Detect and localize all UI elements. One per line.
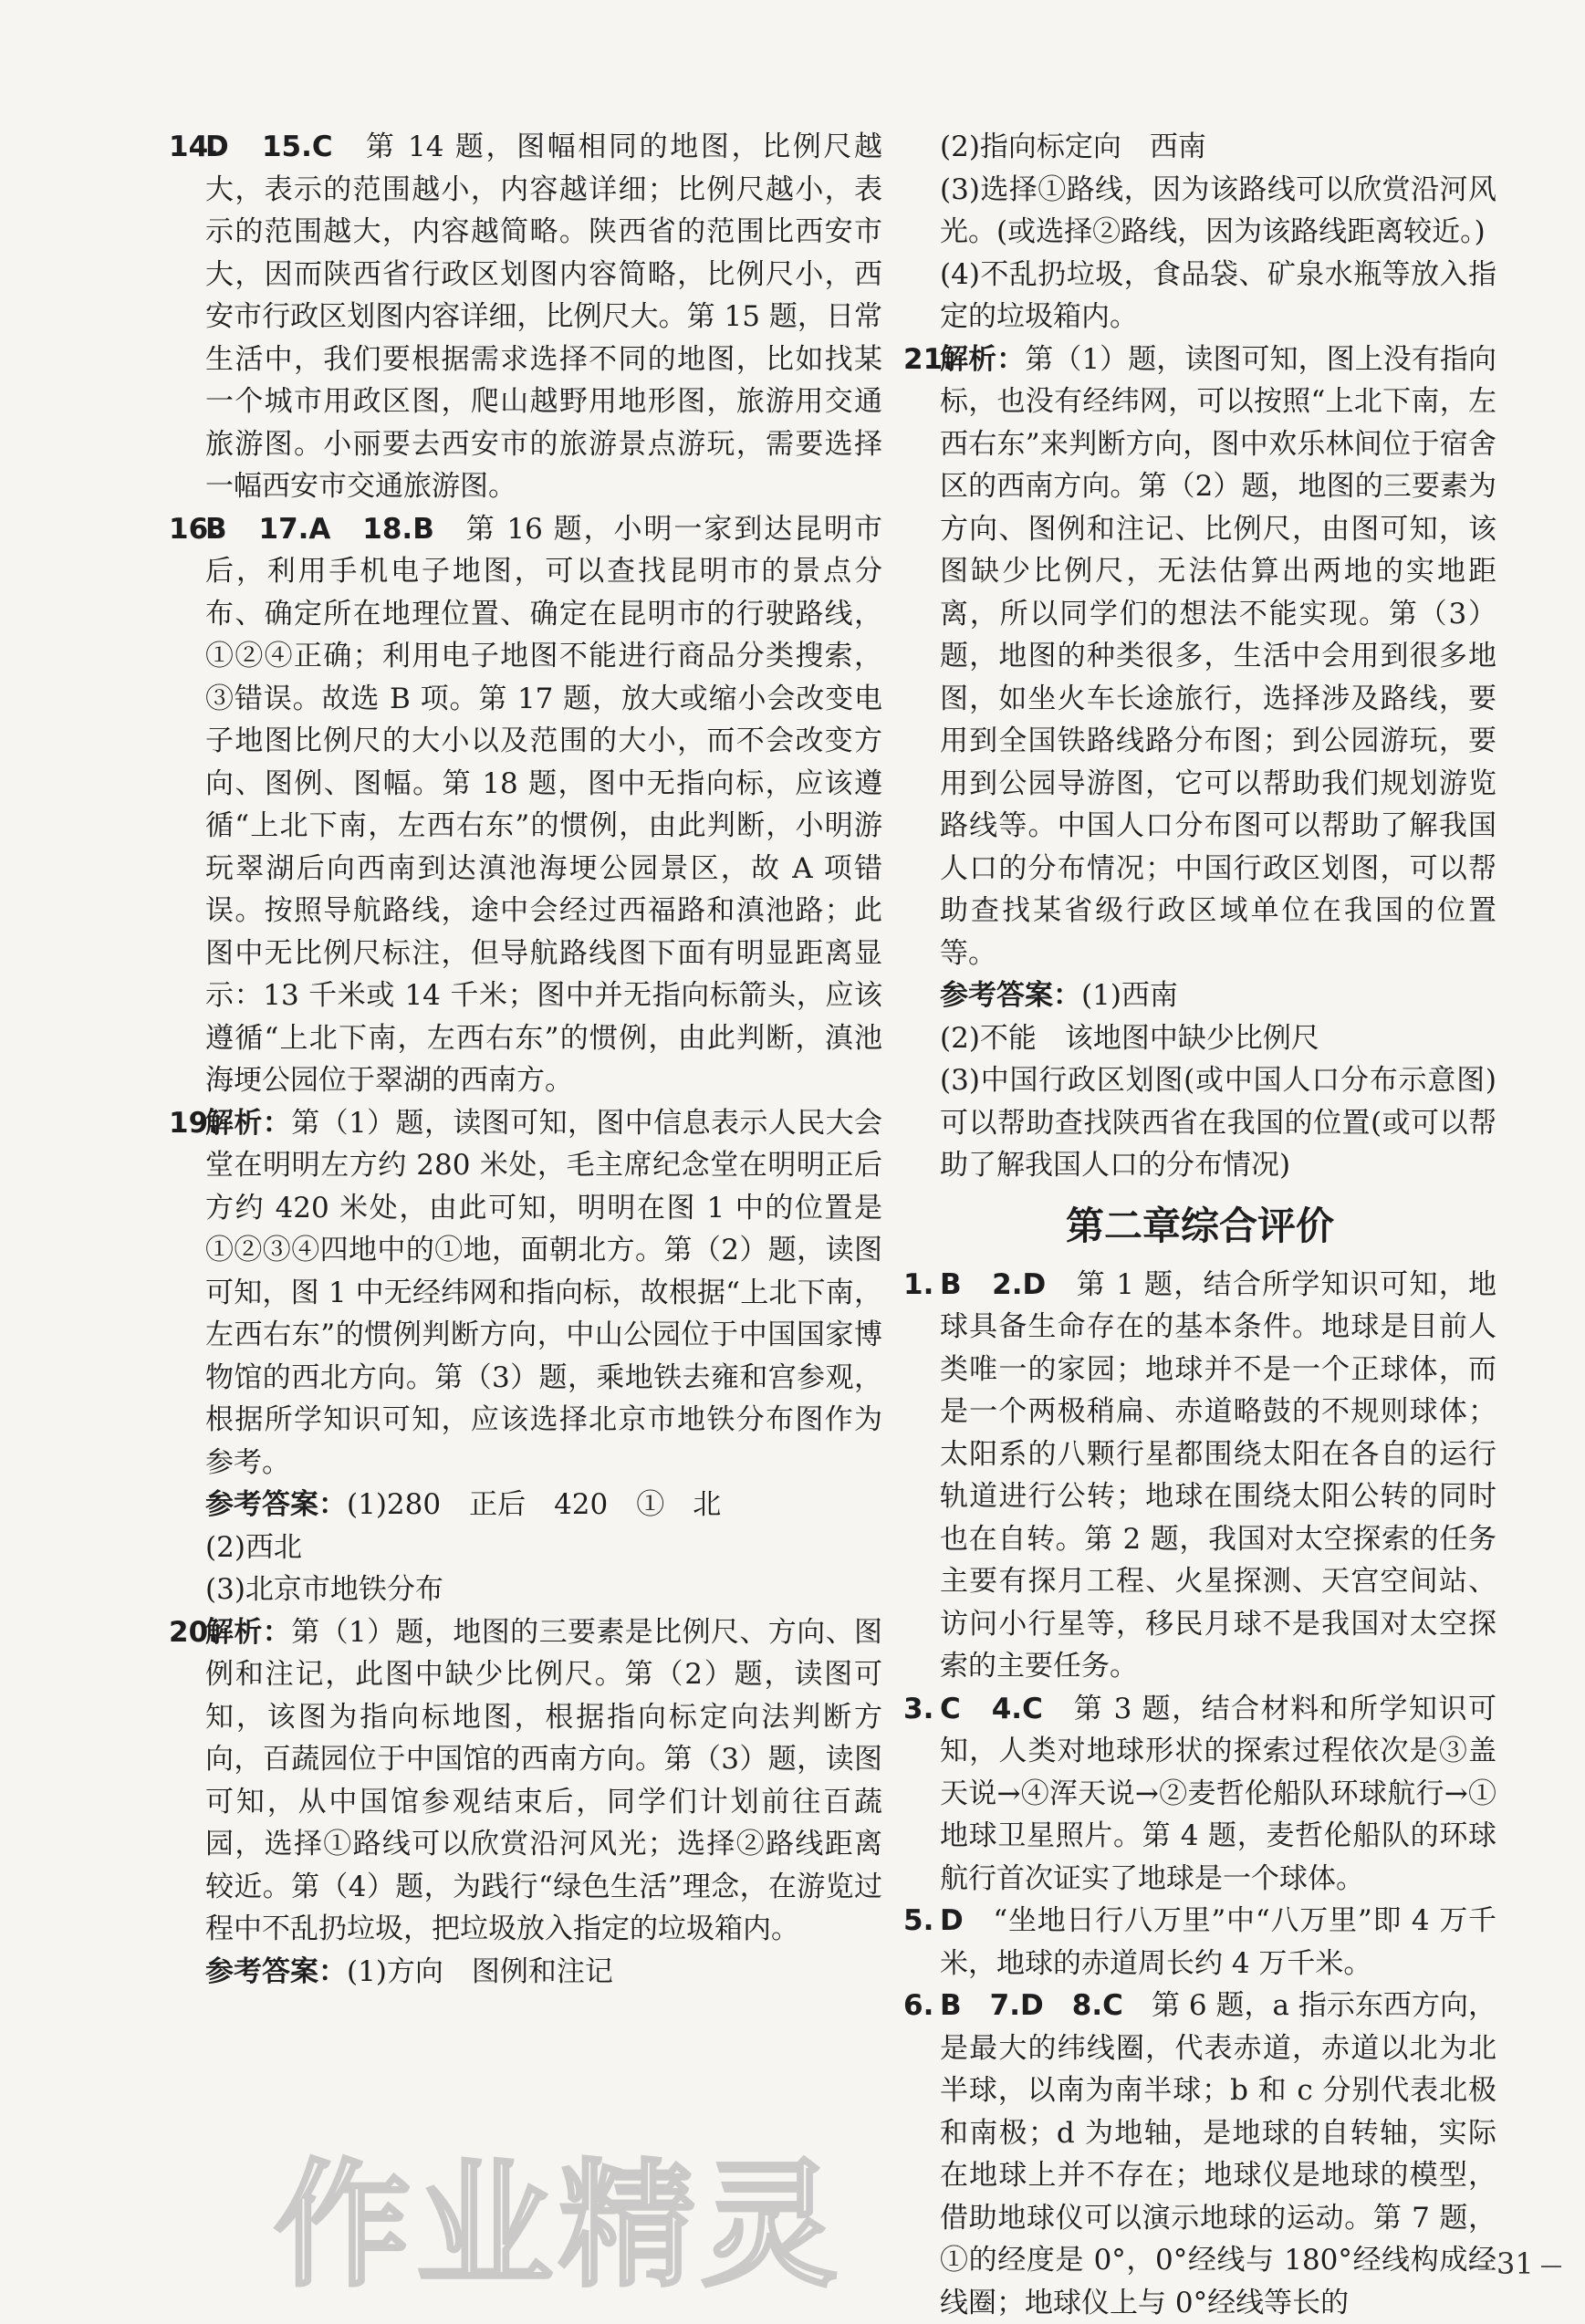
question-number: 19. bbox=[169, 1106, 219, 1140]
answer-key: D bbox=[940, 1904, 994, 1937]
answer-16-18 bbox=[169, 508, 882, 1102]
answer-20-continued bbox=[903, 126, 1496, 339]
question-number: 16. bbox=[169, 512, 219, 546]
analysis-label: 解析： bbox=[205, 1615, 292, 1649]
explanation-text: 第（1）题，读图可知，图中信息表示人民大会堂在明明左方约 280 米处，毛主席纪念堂在明明正后方约 420 米处，由此可知，明明在图 1 中的位置是①②③④四地中的①地，面朝北方。第（2）题，读图可知，图 1 中无经纬网和指向标，故根据“上北下南，左西右东”的惯例判断方向，中山公园位于中国国家博物馆的西北方向。第（3）题，乘地铁去雍和宫参观，根据所学知识可知，应该选择北京市地铁分布图作为参考。 bbox=[205, 1106, 882, 1479]
answer-key: C 4.C bbox=[940, 1692, 1074, 1725]
question-number: 21. bbox=[903, 342, 954, 376]
question-number: 14. bbox=[169, 130, 219, 163]
answer-20 bbox=[169, 1611, 882, 1994]
watermark: 作业精灵 bbox=[274, 2147, 844, 2306]
question-number: 5. bbox=[903, 1904, 934, 1937]
answer-line: (2)西北 bbox=[205, 1530, 302, 1564]
explanation-text: 第 1 题，结合所学知识可知，地球具备生命存在的基本条件。地球是目前人类唯一的家园；地球并不是一个正球体，而是一个两极稍扁、赤道略鼓的不规则球体；太阳系的八颗行星都围绕太阳在各自的运行轨道进行公转；地球在围绕太阳公转的同时也在自转。第 2 题，我国对太空探索的任务主要有探月工程、火星探测、天宫空间站、访问小行星等，移民月球不是我国对太空探索的主要任务。 bbox=[940, 1267, 1496, 1683]
answer-key: D 15.C bbox=[205, 130, 366, 163]
answer-1-2 bbox=[903, 1264, 1496, 1688]
right-column bbox=[903, 126, 1496, 2324]
answer-14-15 bbox=[169, 126, 882, 508]
answer-line: (3)中国行政区划图(或中国人口分布示意图)可以帮助查找陕西省在我国的位置(或可以帮助了解我国人口的分布情况) bbox=[940, 1064, 1496, 1182]
answer-3-4 bbox=[903, 1688, 1496, 1901]
question-number: 20. bbox=[169, 1615, 219, 1649]
answer-5 bbox=[903, 1900, 1496, 1985]
answer-line: (1)方向 图例和注记 bbox=[347, 1954, 613, 1988]
explanation-text: 第 14 题，图幅相同的地图，比例尺越大，表示的范围越小，内容越详细；比例尺越小，表示的范围越大，内容越简略。陕西省的范围比西安市大，因而陕西省行政区划图内容简略，比例尺小，西安市行政区划图内容详细，比例尺大。第 15 题，日常生活中，我们要根据需求选择不同的地图，比如找某一个城市用政区图，爬山越野用地形图，旅游用交通旅游图。小丽要去西安市的旅游景点游玩，需要选择一幅西安市交通旅游图。 bbox=[205, 130, 882, 503]
answer-line: (4)不乱扔垃圾，食品袋、矿泉水瓶等放入指定的垃圾箱内。 bbox=[940, 257, 1496, 333]
analysis-label: 解析： bbox=[205, 1106, 292, 1140]
explanation-text: 第（1）题，读图可知，图上没有指向标，也没有经纬网，可以按照“上北下南，左西右东”来判断方向，图中欢乐林间位于宿舍区的西南方向。第（2）题，地图的三要素为方向、图例和注记、比例尺，由图可知，该图缺少比例尺，无法估算出两地的实地距离，所以同学们的想法不能实现。第（3）题，地图的种类很多，生活中会用到很多地图，如坐火车长途旅行，选择涉及路线，要用到全国铁路线路分布图；到公园游玩，要用到公园导游图，它可以帮助我们规划游览路线等。中国人口分布图可以帮助了解我国人口的分布情况；中国行政区划图，可以帮助查找某省级行政区域单位在我国的位置等。 bbox=[940, 342, 1496, 970]
page-number: 31 bbox=[1462, 2246, 1569, 2281]
answer-key: B 7.D 8.C bbox=[940, 1989, 1152, 2022]
answer-line: (2)指向标定向 西南 bbox=[940, 130, 1206, 163]
reference-answer bbox=[205, 1951, 882, 1994]
question-number: 3. bbox=[903, 1692, 934, 1725]
explanation-text: 第 3 题，结合材料和所学知识可知，人类对地球形状的探索过程依次是③盖天说→④浑天说→②麦哲伦船队环球航行→①地球卫星照片。第 4 题，麦哲伦船队的环球航行首次证实了地球是一个球体。 bbox=[940, 1692, 1496, 1895]
question-number: 6. bbox=[903, 1989, 934, 2022]
answer-6-8 bbox=[903, 1985, 1496, 2324]
reference-answer bbox=[940, 974, 1496, 1017]
explanation-text: “坐地日行八万里”中“八万里”即 4 万千米，地球的赤道周长约 4 万千米。 bbox=[940, 1904, 1497, 1980]
reference-answer bbox=[205, 1484, 882, 1527]
answer-line: (1)280 正后 420 ① 北 bbox=[347, 1488, 722, 1521]
explanation-text: 第（1）题，地图的三要素是比例尺、方向、图例和注记，此图中缺少比例尺。第（2）题，读图可知，该图为指向标地图，根据指向标定向法判断方向，百蔬园位于中国馆的西南方向。第（3）题，读图可知，从中国馆参观结束后，同学们计划前往百蔬园，选择①路线可以欣赏沿河风光；选择②路线距离较近。第（4）题，为践行“绿色生活”理念，在游览过程中不乱扔垃圾，把垃圾放入指定的垃圾箱内。 bbox=[205, 1615, 882, 1945]
explanation-text: 第 16 题，小明一家到达昆明市后，利用手机电子地图，可以查找昆明市的景点分布、确定所在地理位置、确定在昆明市的行驶路线，①②④正确；利用电子地图不能进行商品分类搜索，③错误。故选 B 项。第 17 题，放大或缩小会改变电子地图比例尺的大小以及范围的大小，而不会改变方向、图例、图幅。第 18 题，图中无指向标，应该遵循“上北下南，左西右东”的惯例，由此判断，小明游玩翠湖后向西南到达滇池海埂公园景区，故 A 项错误。按照导航路线，途中会经过西福路和滇池路；此图中无比例尺标注，但导航路线图下面有明显距离显示：13 千米或 14 千米；图中并无指向标箭头，应该遵循“上北下南，左西右东”的惯例，由此判断，滇池海埂公园位于翠湖的西南方。 bbox=[205, 512, 882, 1097]
answer-key: B 17.A 18.B bbox=[205, 512, 466, 546]
reference-answer-label: 参考答案： bbox=[205, 1488, 347, 1521]
question-number: 1. bbox=[903, 1267, 934, 1301]
answer-line: (2)不能 该地图中缺少比例尺 bbox=[940, 1021, 1319, 1055]
answer-19 bbox=[169, 1102, 882, 1611]
reference-answer-label: 参考答案： bbox=[940, 979, 1081, 1012]
answer-key: B 2.D bbox=[940, 1267, 1077, 1301]
answer-21 bbox=[903, 339, 1496, 1187]
answer-line: (1)西南 bbox=[1081, 979, 1178, 1012]
left-column bbox=[169, 126, 882, 1993]
answer-line: (3)选择①路线，因为该路线可以欣赏沿河风光。(或选择②路线，因为该路线距离较近。) bbox=[940, 172, 1496, 248]
section-title: 第二章综合评价 bbox=[1065, 1203, 1334, 1248]
analysis-label: 解析： bbox=[940, 342, 1026, 376]
reference-answer-label: 参考答案： bbox=[205, 1954, 347, 1988]
explanation-text: 第 6 题，a 指示东西方向，是最大的纬线圈，代表赤道，赤道以北为北半球，以南为南半球；b 和 c 分别代表北极和南极；d 为地轴，是地球的自转轴，实际在地球上并不存在；地球仪是地球的模型，借助地球仪可以演示地球的运动。第 7 题，①的经度是 0°，0°经线与 180°经线构成经线圈；地球仪上与 0°经线等长的 bbox=[940, 1989, 1496, 2319]
answer-line: (3)北京市地铁分布 bbox=[205, 1573, 443, 1606]
